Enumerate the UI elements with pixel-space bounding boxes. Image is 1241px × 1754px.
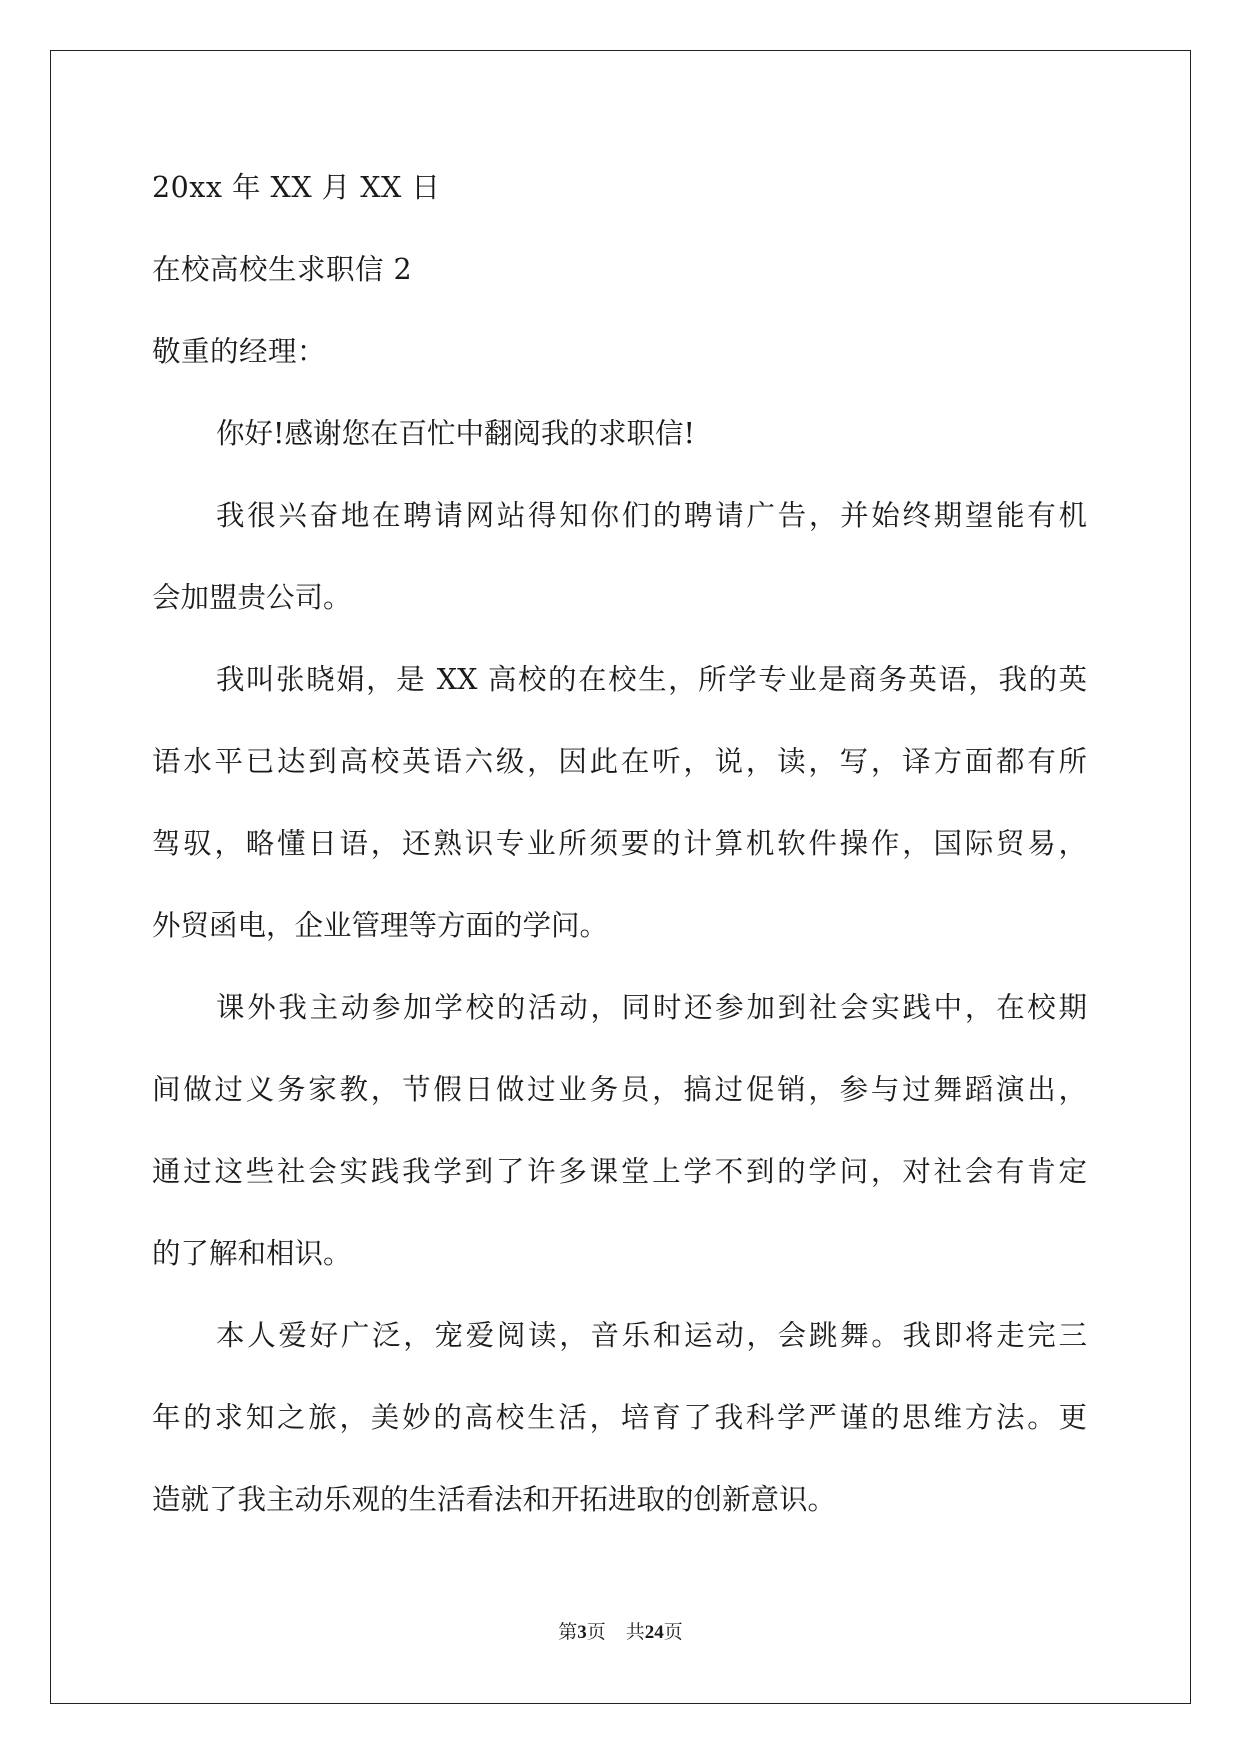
page-indicator (0, 1623, 1241, 1642)
letter-title: 在校高校生求职信 2 (152, 253, 413, 286)
paragraph-1-line-1: 你好!感谢您在百忙中翻阅我的求职信! (216, 417, 695, 450)
paragraph-3-line-3: 驾驭，略懂日语，还熟识专业所须要的计算机软件操作，国际贸易， (152, 827, 1087, 860)
total-page-count: 24 (644, 1622, 664, 1643)
paragraph-4-line-2: 间做过义务家教，节假日做过业务员，搞过促销，参与过舞蹈演出， (152, 1073, 1087, 1106)
date-line: 20xx 年 XX 月 XX 日 (152, 171, 441, 204)
current-page-number: 3 (577, 1622, 587, 1643)
total-prefix: 共 (625, 1621, 645, 1643)
page-suffix: 页 (586, 1621, 606, 1643)
paragraph-5-line-1: 本人爱好广泛，宠爱阅读，音乐和运动，会跳舞。我即将走完三 (216, 1319, 1087, 1352)
total-suffix: 页 (663, 1621, 683, 1643)
paragraph-4-line-1: 课外我主动参加学校的活动，同时还参加到社会实践中，在校期 (216, 991, 1087, 1024)
paragraph-5-line-3: 造就了我主动乐观的生活看法和开拓进取的创新意识。 (152, 1483, 837, 1516)
paragraph-2-line-2: 会加盟贵公司。 (152, 581, 352, 614)
paragraph-3-line-2: 语水平已达到高校英语六级，因此在听，说，读，写，译方面都有所 (152, 745, 1087, 778)
page-prefix: 第 (558, 1621, 578, 1643)
paragraph-5-line-2: 年的求知之旅，美妙的高校生活，培育了我科学严谨的思维方法。更 (152, 1401, 1087, 1434)
paragraph-3-line-4: 外贸函电，企业管理等方面的学问。 (152, 909, 609, 942)
paragraph-3-line-1: 我叫张晓娟，是 XX 高校的在校生，所学专业是商务英语，我的英 (216, 663, 1087, 696)
paragraph-2-line-1: 我很兴奋地在聘请网站得知你们的聘请广告，并始终期望能有机 (216, 499, 1087, 532)
paragraph-4-line-3: 通过这些社会实践我学到了许多课堂上学不到的学问，对社会有肯定 (152, 1155, 1087, 1188)
page-border (50, 50, 1191, 1704)
salutation: 敬重的经理： (152, 335, 327, 368)
paragraph-4-line-4: 的了解和相识。 (152, 1237, 352, 1270)
